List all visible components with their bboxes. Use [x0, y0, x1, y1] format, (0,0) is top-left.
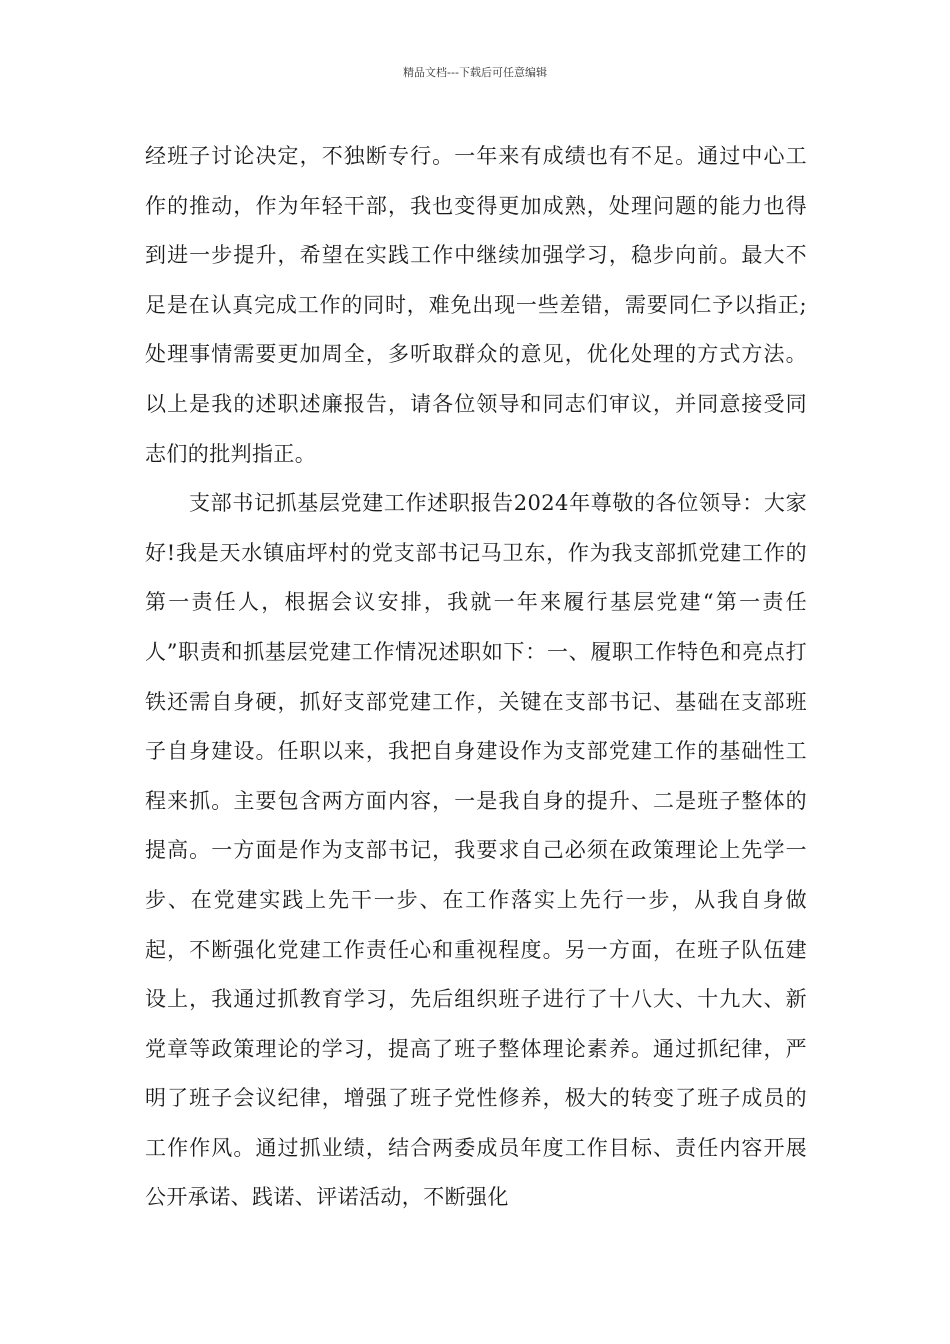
document-body [145, 132, 807, 1223]
paragraph-party-building-report: 支部书记抓基层党建工作述职报告2024年尊敬的各位领导：大家好!我是天水镇庙坪村的党支部书记马卫东，作为我支部抓党建工作的第一责任人，根据会议安排，我就一年来履行基层党建“第一责任人”职责和抓基层党建工作情况述职如下：一、履职工作特色和亮点打铁还需自身硬，抓好支部党建工作，关键在支部书记、基础在支部班子自身建设。任职以来，我把自身建设作为支部党建工作的基础性工程来抓。主要包含两方面内容，一是我自身的提升、二是班子整体的提高。一方面是作为支部书记，我要求自己必须在政策理论上先学一步、在党建实践上先干一步、在工作落实上先行一步，从我自身做起，不断强化党建工作责任心和重视程度。另一方面，在班子队伍建设上，我通过抓教育学习，先后组织班子进行了十八大、十九大、新党章等政策理论的学习，提高了班子整体理论素养。通过抓纪律，严明了班子会议纪律，增强了班子党性修养，极大的转变了班子成员的工作作风。通过抓业绩，结合两委成员年度工作目标、责任内容开展公开承诺、践诺、评诺活动，不断强化 [145, 491, 807, 1210]
page-header: 精品文档---下载后可任意编辑 [403, 66, 547, 79]
paragraph-continuation: 经班子讨论决定，不独断专行。一年来有成绩也有不足。通过中心工作的推动，作为年轻干部，我也变得更加成熟，处理问题的能力也得到进一步提升，希望在实践工作中继续加强学习，稳步向前。最大不足是在认真完成工作的同时，难免出现一些差错，需要同仁予以指正;处理事情需要更加周全，多听取群众的意见，优化处理的方式方法。以上是我的述职述廉报告，请各位领导和同志们审议，并同意接受同志们的批判指正。 [145, 144, 807, 466]
